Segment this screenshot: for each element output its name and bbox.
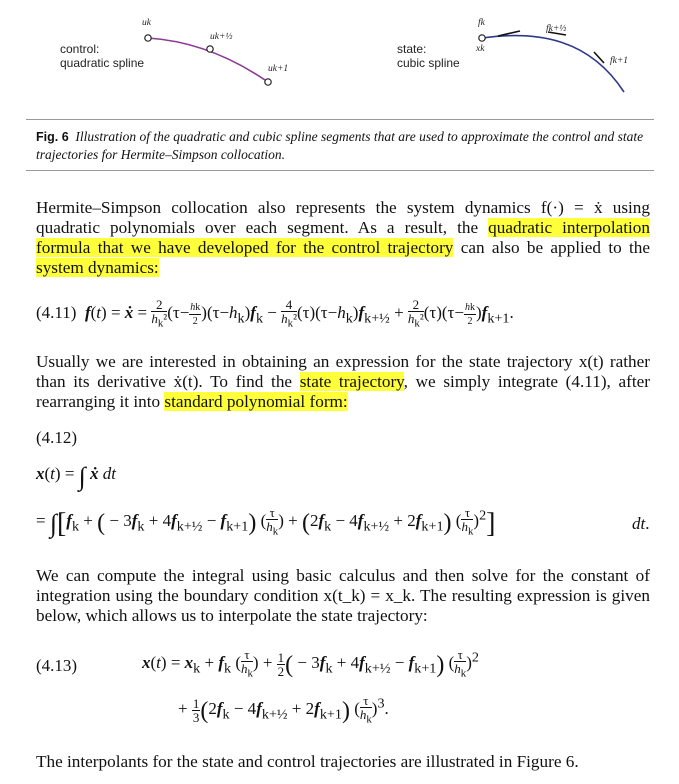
- caption-text: Illustration of the quadratic and cubic spline segments that are used to approximate the control and state trajectories for Hermite–Simpson collocation.: [36, 129, 644, 162]
- paragraph-4: The interpolants for the state and control trajectories are illustrated in Figure 6.: [36, 752, 579, 771]
- para2-text-a: Usually we are interested in obtaining an expression for the state trajectory x(t) rather than its derivative ẋ(t). To find the: [36, 352, 650, 391]
- eq-number-4-11: (4.11): [36, 303, 77, 323]
- para1-highlight-b: system dynamics:: [36, 258, 159, 277]
- equation-4-13-line1: $x(t) = x_k + f_k$ ( $\frac{\tau}{h_k}$ ) + $\frac{1}{2}$ ( − $3f_k + 4f_{k+\frac{1}{2}} - f_{k+1}$) ( $\frac{\tau}{h_k}$ )$^2$: [142, 647, 479, 680]
- equation-4-11: (4.11) f(t) = ẋ = $\frac{2}{h_k^2}$ (τ− $\frac{hk}{2}$ )$(\tau-h_k)f_k$ − $\frac{4}{h_k^2}$ $(\tau)(\tau-h_k)f_{k+\frac{1}{2}}$ + $\frac{2}{h_k^2}$ (τ)(τ− $\frac{hk}{2}$ )$f_{k+1}$.: [36, 297, 514, 330]
- para2-text-b: , we simply integrate (4.11), after rearranging it into: [36, 372, 651, 411]
- para2-highlight-a: state trajectory: [299, 372, 404, 391]
- para1-text-a: Hermite–Simpson collocation also represents the system dynamics f(·) = ẋ using quadratic polynomials over each segment. As a result, the: [36, 198, 650, 237]
- paragraph-1: [36, 198, 650, 278]
- equation-4-12-line1: x(t) = ∫ ẋ dt: [36, 462, 117, 491]
- label-fk: fk: [478, 18, 485, 28]
- eq-number-4-12: (4.12): [36, 428, 78, 447]
- control-label: [60, 42, 144, 70]
- para2-highlight-b: standard polynomial form:: [164, 392, 348, 411]
- label-uk1: uk+1: [268, 64, 289, 74]
- label-uk-half: uk+½: [210, 32, 233, 42]
- state-label: [397, 42, 460, 70]
- paragraph-3: We can compute the integral using basic calculus and then solve for the constant of integration using the boundary condition x(t_k) = x_k. The resulting expression is given below, which allows us to interpolate the state trajectory:: [36, 566, 650, 625]
- figure-caption: [36, 128, 656, 163]
- control-label-line2: quadratic spline: [60, 56, 145, 70]
- equation-4-13-line2: + $\frac{1}{3}$ $(2f_k - 4f_{k+\frac{1}{2}} + 2f_{k+1})$ ( $\frac{\tau}{h_k}$ )$^3$.: [178, 693, 389, 726]
- state-label-line2: cubic spline: [397, 56, 460, 70]
- label-fk-half: fk+½: [546, 24, 567, 34]
- para1-text-b: can also be applied to the: [453, 238, 650, 257]
- figure-6: [0, 0, 679, 110]
- eq-number-4-13: (4.13): [36, 656, 78, 675]
- caption-rule-top: [26, 119, 654, 120]
- label-uk: uk: [142, 18, 151, 28]
- control-label-line1: control:: [60, 42, 100, 56]
- state-label-line1: state:: [397, 42, 427, 56]
- paragraph-2: [36, 352, 650, 412]
- label-fk1: fk+1: [610, 56, 629, 66]
- caption-label: Fig. 6: [36, 130, 69, 144]
- caption-rule-bottom: [26, 170, 654, 171]
- equation-4-12-line2: = $\int[f_k$ + ( − $3f_k + 4f_{k+\frac{1}{2}} - f_{k+1}$) ( $\frac{\tau}{h_k}$ ) + $(2f_k - 4f_{k+\frac{1}{2}} + 2f_{k+1})$ ( $\frac{\tau}{h_k}$ )$^2$] dt.: [36, 505, 650, 540]
- para1-highlight-a: quadratic interpolation formula that we have developed for the control trajectory: [36, 218, 650, 257]
- label-xk: xk: [476, 44, 485, 54]
